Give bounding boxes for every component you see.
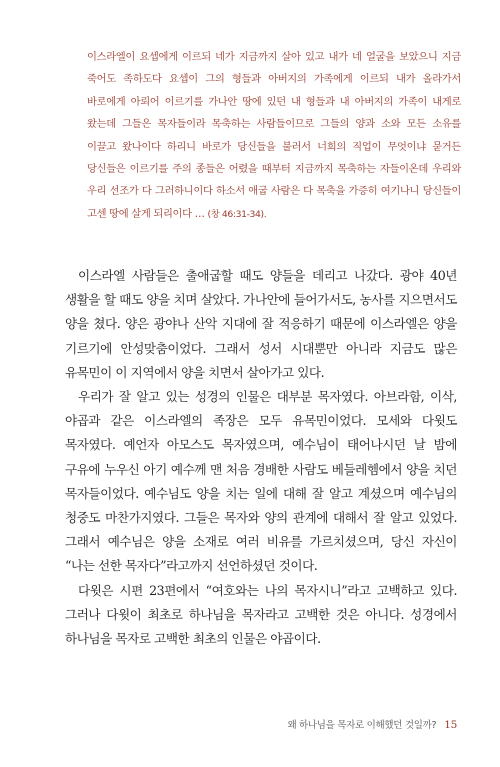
paragraph-1: 이스라엘 사람들은 출애굽할 때도 양들을 데리고 나갔다. 광야 40년 생활을 할 때도 양을 치며 살았다. 가나안에 들어가서도, 농사를 지으면서도 양을 쳤다. 양은 광야나 산악 지대에 잘 적응하기 때문에 이스라엘은 양을 기르기에 안성맞춤이었다. 그래서 성서 시대뿐만 아니라 지금도 많은 유목민이 이 지역에서 양을 치면서 살아가고 있다. — [65, 268, 457, 380]
paragraph-3: 다윗은 시편 23편에서 “여호와는 나의 목자시니”라고 고백하고 있다. 그러나 다윗이 최초로 하나님을 목자라고 고백한 것은 아니다. 성경에서 하나님을 목자로 고백한 최초의 인물은 야곱이다. — [65, 582, 457, 647]
scripture-quote — [87, 46, 461, 226]
page-footer — [287, 717, 457, 731]
paragraph-2: 우리가 잘 알고 있는 성경의 인물은 대부분 목자였다. 아브라함, 이삭, 야곱과 같은 이스라엘의 족장은 모두 유목민이었다. 모세와 다윗도 목자였다. 예언자 아모스도 목자였으며, 예수님이 태어나시던 날 밤에 구유에 누우신 아기 예수께 맨 처음 경배한 사람도 베들레헴에서 양을 치던 목자들이었다. 예수님도 양을 치는 일에 대해 잘 알고 계셨으며 예수님의 청중도 마찬가지였다. 그들은 목자와 양의 관계에 대해서 잘 알고 있었다. 그래서 예수님은 양을 소재로 여러 비유를 가르치셨으며, 당신 자신이 “나는 선한 목자다”라고까지 선언하셨던 것이다. — [65, 389, 457, 574]
page-number: 15 — [444, 719, 457, 731]
running-title: 왜 하나님을 목자로 이해했던 것일까? — [287, 720, 437, 731]
body-text — [65, 264, 457, 651]
quote-reference: (창 46:31-34). — [207, 208, 267, 220]
quote-text: 이스라엘이 요셉에게 이르되 네가 지금까지 살아 있고 내가 네 얼굴을 보았으니 지금 죽어도 족하도다 요셉이 그의 형들과 아버지의 가족에게 이르되 내가 올라가서 바로에게 아뢰어 이르기를 가나안 땅에 있던 내 형들과 내 아버지의 가족이 내게로 왔는데 그들은 목자들이라 목축하는 사람들이므로 그들의 양과 소와 모든 소유를 이끌고 왔나이다 하리니 바로가 당신들을 불러서 너희의 직업이 무엇이냐 묻거든 당신들은 이르기를 주의 종들은 어렸을 때부터 지금까지 목축하는 자들이온데 우리와 우리 선조가 다 그러하니이다 하소서 애굽 사람은 다 목축을 가증히 여기나니 당신들이 고센 땅에 살게 되리이다 … — [87, 51, 461, 220]
